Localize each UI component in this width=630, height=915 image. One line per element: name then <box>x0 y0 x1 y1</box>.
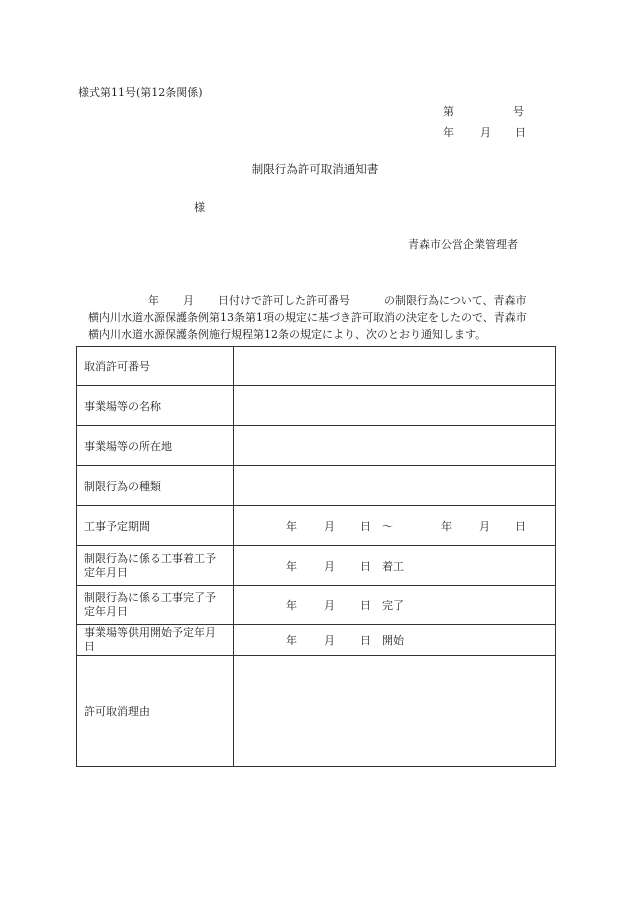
row-label-facility-address: 事業場等の所在地 <box>77 426 234 466</box>
document-number <box>443 103 524 119</box>
notice-line-2: 横内川水道水源保護条例第13条第1項の規定に基づき許可取消の決定をしたので、青森市 <box>88 311 527 324</box>
table-row <box>77 656 556 767</box>
table-row <box>77 347 556 386</box>
table-row <box>77 466 556 506</box>
row-label-start-date: 制限行為に係る工事着工予定年月日 <box>77 546 234 586</box>
issuer-name: 青森市公営企業管理者 <box>408 238 518 251</box>
table-row <box>77 506 556 546</box>
period-end-day: 日 <box>515 519 526 533</box>
table-row <box>77 426 556 466</box>
completion-date-field <box>234 586 556 625</box>
start-date-day: 日 <box>360 559 371 573</box>
completion-date-year: 年 <box>286 599 297 612</box>
activity-type-field <box>234 466 556 506</box>
opening-date-suffix: 開始 <box>382 634 404 647</box>
notice-month: 月 <box>183 294 194 307</box>
number-suffix: 号 <box>513 105 524 118</box>
completion-date-month: 月 <box>324 599 335 612</box>
start-date-suffix: 着工 <box>382 559 404 573</box>
period-start-day: 日 <box>360 519 371 533</box>
table-row <box>77 586 556 625</box>
facility-address-field <box>234 426 556 466</box>
notice-line-3: 横内川水道水源保護条例施行規程第12条の規定により、次のとおり通知します。 <box>88 328 487 341</box>
opening-date-year: 年 <box>286 634 297 647</box>
completion-date-suffix: 完了 <box>382 599 404 612</box>
row-label-activity-type: 制限行為の種類 <box>77 466 234 506</box>
period-end-year: 年 <box>441 519 452 533</box>
notice-line-1 <box>88 292 527 309</box>
start-date-month: 月 <box>324 559 335 573</box>
issue-date-month: 月 <box>480 126 491 139</box>
notice-body <box>88 292 527 343</box>
form-number: 様式第11号(第12条関係) <box>78 86 203 99</box>
opening-date-field <box>234 625 556 656</box>
number-label: 第 <box>443 105 454 118</box>
cancellation-reason-field <box>234 656 556 767</box>
start-date-field <box>234 546 556 586</box>
row-label-completion-date: 制限行為に係る工事完了予定年月日 <box>77 586 234 625</box>
table-row <box>77 386 556 426</box>
table-row <box>77 625 556 656</box>
period-range-separator: ～ <box>382 519 393 533</box>
row-label-facility-name: 事業場等の名称 <box>77 386 234 426</box>
period-start-year: 年 <box>286 519 297 533</box>
period-end-month: 月 <box>479 519 490 533</box>
issue-date-year: 年 <box>443 126 454 139</box>
row-label-construction-period: 工事予定期間 <box>77 506 234 546</box>
row-label-permit-number: 取消許可番号 <box>77 347 234 386</box>
notice-table <box>76 346 556 767</box>
notice-line-1b: の制限行為について、青森市 <box>384 294 527 307</box>
start-date-year: 年 <box>286 559 297 573</box>
table-row <box>77 546 556 586</box>
facility-name-field <box>234 386 556 426</box>
opening-date-day: 日 <box>360 634 371 647</box>
document-title: 制限行為許可取消通知書 <box>251 162 379 176</box>
row-label-cancellation-reason: 許可取消理由 <box>77 656 234 767</box>
construction-period-field <box>234 506 556 546</box>
issue-date-day: 日 <box>515 126 526 139</box>
period-start-month: 月 <box>324 519 335 533</box>
notice-year: 年 <box>148 294 159 307</box>
addressee-suffix: 様 <box>194 201 205 214</box>
row-label-opening-date: 事業場等供用開始予定年月日 <box>77 625 234 656</box>
completion-date-day: 日 <box>360 599 371 612</box>
notice-line-1a: 日付けで許可した許可番号 <box>218 294 350 307</box>
opening-date-month: 月 <box>324 634 335 647</box>
permit-number-field <box>234 347 556 386</box>
